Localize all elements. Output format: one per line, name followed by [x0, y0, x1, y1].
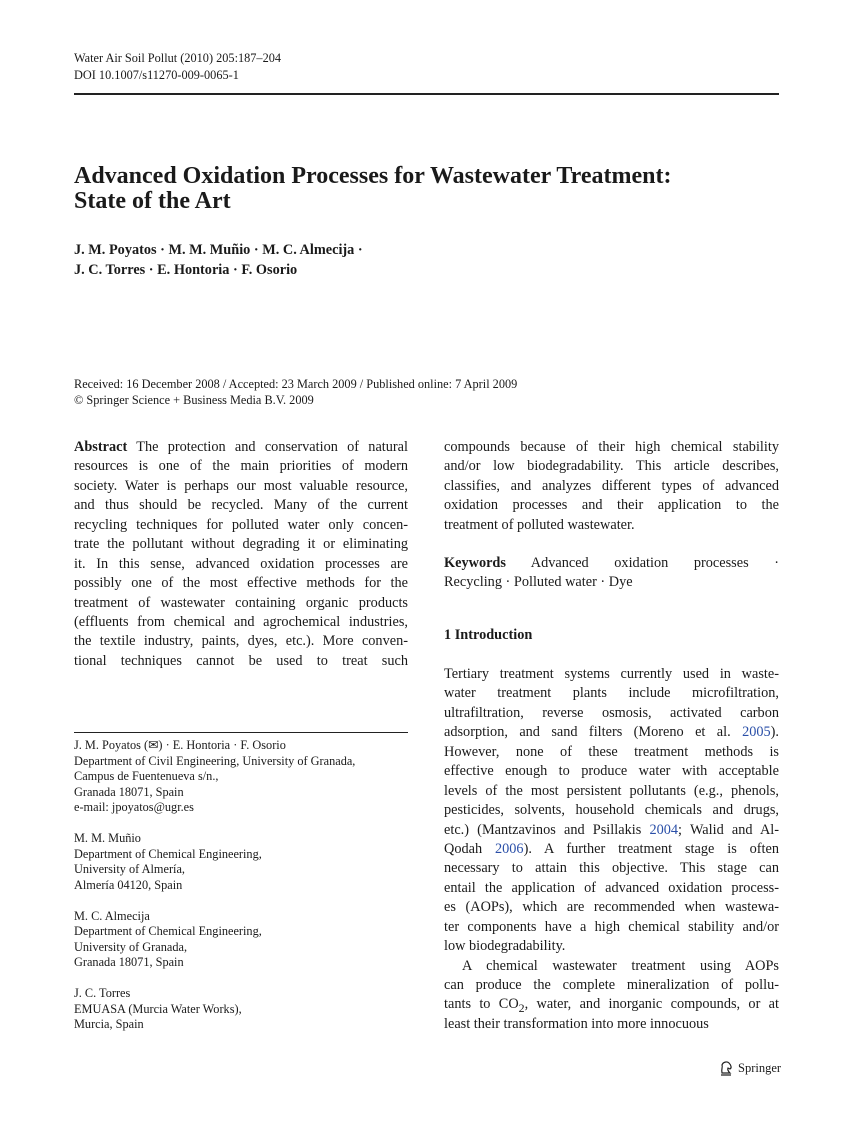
affiliation-line: M. M. Muñio — [74, 831, 141, 845]
authors-line: J. C. Torres · E. Hontoria · F. Osorio — [74, 261, 298, 278]
affiliation-line: Granada 18071, Spain — [74, 784, 184, 799]
authors-line: J. M. Poyatos · M. M. Muñio · M. C. Almecija · — [74, 242, 363, 258]
text-line: trate the pollutant without degrading it or eliminating — [74, 536, 408, 553]
text-line: society. Water is perhaps our most valuable resource, — [74, 477, 408, 494]
text-line: entail the application of advanced oxidation process- — [444, 879, 779, 896]
citation-link[interactable]: 2005 — [742, 724, 771, 741]
text-segment: ; Walid and Al- — [678, 821, 780, 838]
text-line: pesticides, solvents, household chemicals and drugs, — [444, 802, 779, 819]
text-segment: ). A further treatment stage is often — [523, 840, 779, 857]
inline-label: Keywords — [444, 555, 506, 571]
text-segment: Qodah — [444, 840, 495, 857]
affiliation-line: Almería 04120, Spain — [74, 877, 183, 892]
journal-citation: Water Air Soil Pollut (2010) 205:187–204 — [74, 51, 282, 65]
affiliation-line: University of Granada, — [74, 939, 188, 954]
text-line — [444, 821, 779, 840]
text-line: ultrafiltration, reverse osmosis, activated carbon — [444, 704, 779, 721]
doi: DOI 10.1007/s11270-009-0065-1 — [74, 68, 239, 82]
section-heading: 1 Introduction — [444, 627, 533, 643]
text-line — [444, 554, 779, 573]
author-affiliations — [74, 738, 408, 1033]
text-line: ter components have a high chemical stability and/or — [444, 918, 779, 935]
text-line: es (AOPs), which are recommended when wastewa- — [444, 899, 779, 916]
text-line: water treatment plants include microfiltration, — [444, 685, 779, 702]
text-line: tional techniques cannot be used to treat such — [74, 652, 408, 669]
text-line: treatment of wastewater containing organic products — [74, 594, 408, 611]
affiliation-line: Department of Chemical Engineering, — [74, 846, 262, 861]
text-line: least their transformation into more innocuous — [444, 1015, 709, 1032]
spacer — [74, 971, 408, 987]
footnote-rule — [74, 732, 408, 733]
text-segment: The protection and conservation of natural — [127, 439, 408, 455]
inline-label: Abstract — [74, 439, 128, 455]
text-line: compounds because of their high chemical stability — [444, 439, 779, 455]
citation-link[interactable]: 2006 — [494, 840, 524, 857]
spacer — [74, 816, 408, 832]
history-dates: Received: 16 December 2008 / Accepted: 23 March 2009 / Published online: 7 April 2009 — [74, 377, 518, 391]
title-line: State of the Art — [74, 188, 231, 214]
text-line: levels of the most persistent pollutants (e.g., phenols, — [444, 782, 779, 799]
affiliation-line: Department of Chemical Engineering, — [74, 924, 262, 938]
text-line: and/or low biodegradability. This article describes, — [444, 458, 779, 475]
text-line: However, none of these treatment methods is — [444, 743, 779, 760]
text-line — [74, 438, 408, 457]
affiliation-line: M. C. Almecija — [74, 908, 150, 923]
text-line: the textile industry, paints, dyes, etc.). More conven- — [74, 633, 408, 650]
text-line: can produce the complete mineralization of pollu- — [444, 977, 779, 993]
paper-title — [74, 164, 672, 214]
text-line: classifies, and analyzes different types of advanced — [444, 477, 779, 494]
text-segment: , water, and inorganic compounds, or at — [524, 996, 779, 1013]
keywords — [444, 554, 779, 593]
text-line: low biodegradability. — [444, 938, 566, 955]
affiliation-line: EMUASA (Murcia Water Works), — [74, 1001, 242, 1016]
text-line — [444, 995, 779, 1014]
header-rule — [74, 93, 779, 95]
text-segment: tants to CO — [444, 996, 519, 1013]
affiliation-line: J. C. Torres — [74, 986, 131, 1000]
copyright: © Springer Science + Business Media B.V. 2009 — [74, 393, 314, 407]
text-line — [444, 840, 779, 859]
text-line: treatment of polluted wastewater. — [444, 516, 635, 533]
affiliation-line: J. M. Poyatos (✉) · E. Hontoria · F. Osorio — [74, 738, 286, 752]
text-line: oxidation processes and their application to the — [444, 497, 779, 514]
subscript: 2 — [518, 1001, 525, 1016]
text-line: recycling techniques for polluted water only concen- — [74, 516, 408, 533]
publisher-name: Springer — [738, 1060, 782, 1075]
publisher-logo — [718, 1059, 781, 1077]
text-segment: ). — [770, 724, 779, 741]
text-line: (effluents from chemical and agrochemical industries, — [74, 613, 408, 630]
affiliation-line: Granada 18071, Spain — [74, 955, 184, 969]
introduction-text — [444, 665, 779, 1034]
text-line: effective enough to produce water with acceptable — [444, 763, 779, 780]
text-line: A chemical wastewater treatment using AOPs — [462, 957, 779, 974]
affiliation-line: Murcia, Spain — [74, 1017, 144, 1031]
text-line: Tertiary treatment systems currently used in waste- — [444, 666, 779, 682]
text-line: and thus should be recycled. Many of the current — [74, 497, 408, 514]
affiliation-line: e-mail: jpoyatos@ugr.es — [74, 800, 194, 814]
publication-dates — [74, 376, 517, 408]
text-line: possibly one of the most effective methods for the — [74, 575, 408, 592]
author-list — [74, 241, 363, 280]
text-segment: adsorption, and sand filters (Moreno et al. — [444, 724, 743, 741]
abstract-right — [444, 438, 779, 535]
springer-horse-icon — [718, 1059, 734, 1077]
citation-link[interactable]: 2004 — [649, 821, 679, 838]
running-header — [74, 50, 281, 84]
text-line: Recycling · Polluted water · Dye — [444, 574, 633, 591]
text-line: it. In this sense, advanced oxidation processes are — [74, 555, 408, 572]
text-line — [444, 723, 779, 742]
text-segment: Advanced oxidation processes · — [505, 555, 779, 571]
spacer — [74, 893, 408, 909]
text-line: necessary to attain this objective. This stage can — [444, 860, 779, 877]
affiliation-line: Campus de Fuentenueva s/n., — [74, 769, 219, 783]
abstract-left — [74, 438, 408, 671]
title-line: Advanced Oxidation Processes for Wastewater Treatment: — [74, 163, 672, 189]
affiliation-line: University of Almería, — [74, 862, 185, 876]
text-line: resources is one of the main priorities of modern — [74, 458, 408, 475]
affiliation-line: Department of Civil Engineering, University of Granada, — [74, 753, 356, 768]
text-segment: etc.) (Mantzavinos and Psillakis — [444, 821, 650, 838]
